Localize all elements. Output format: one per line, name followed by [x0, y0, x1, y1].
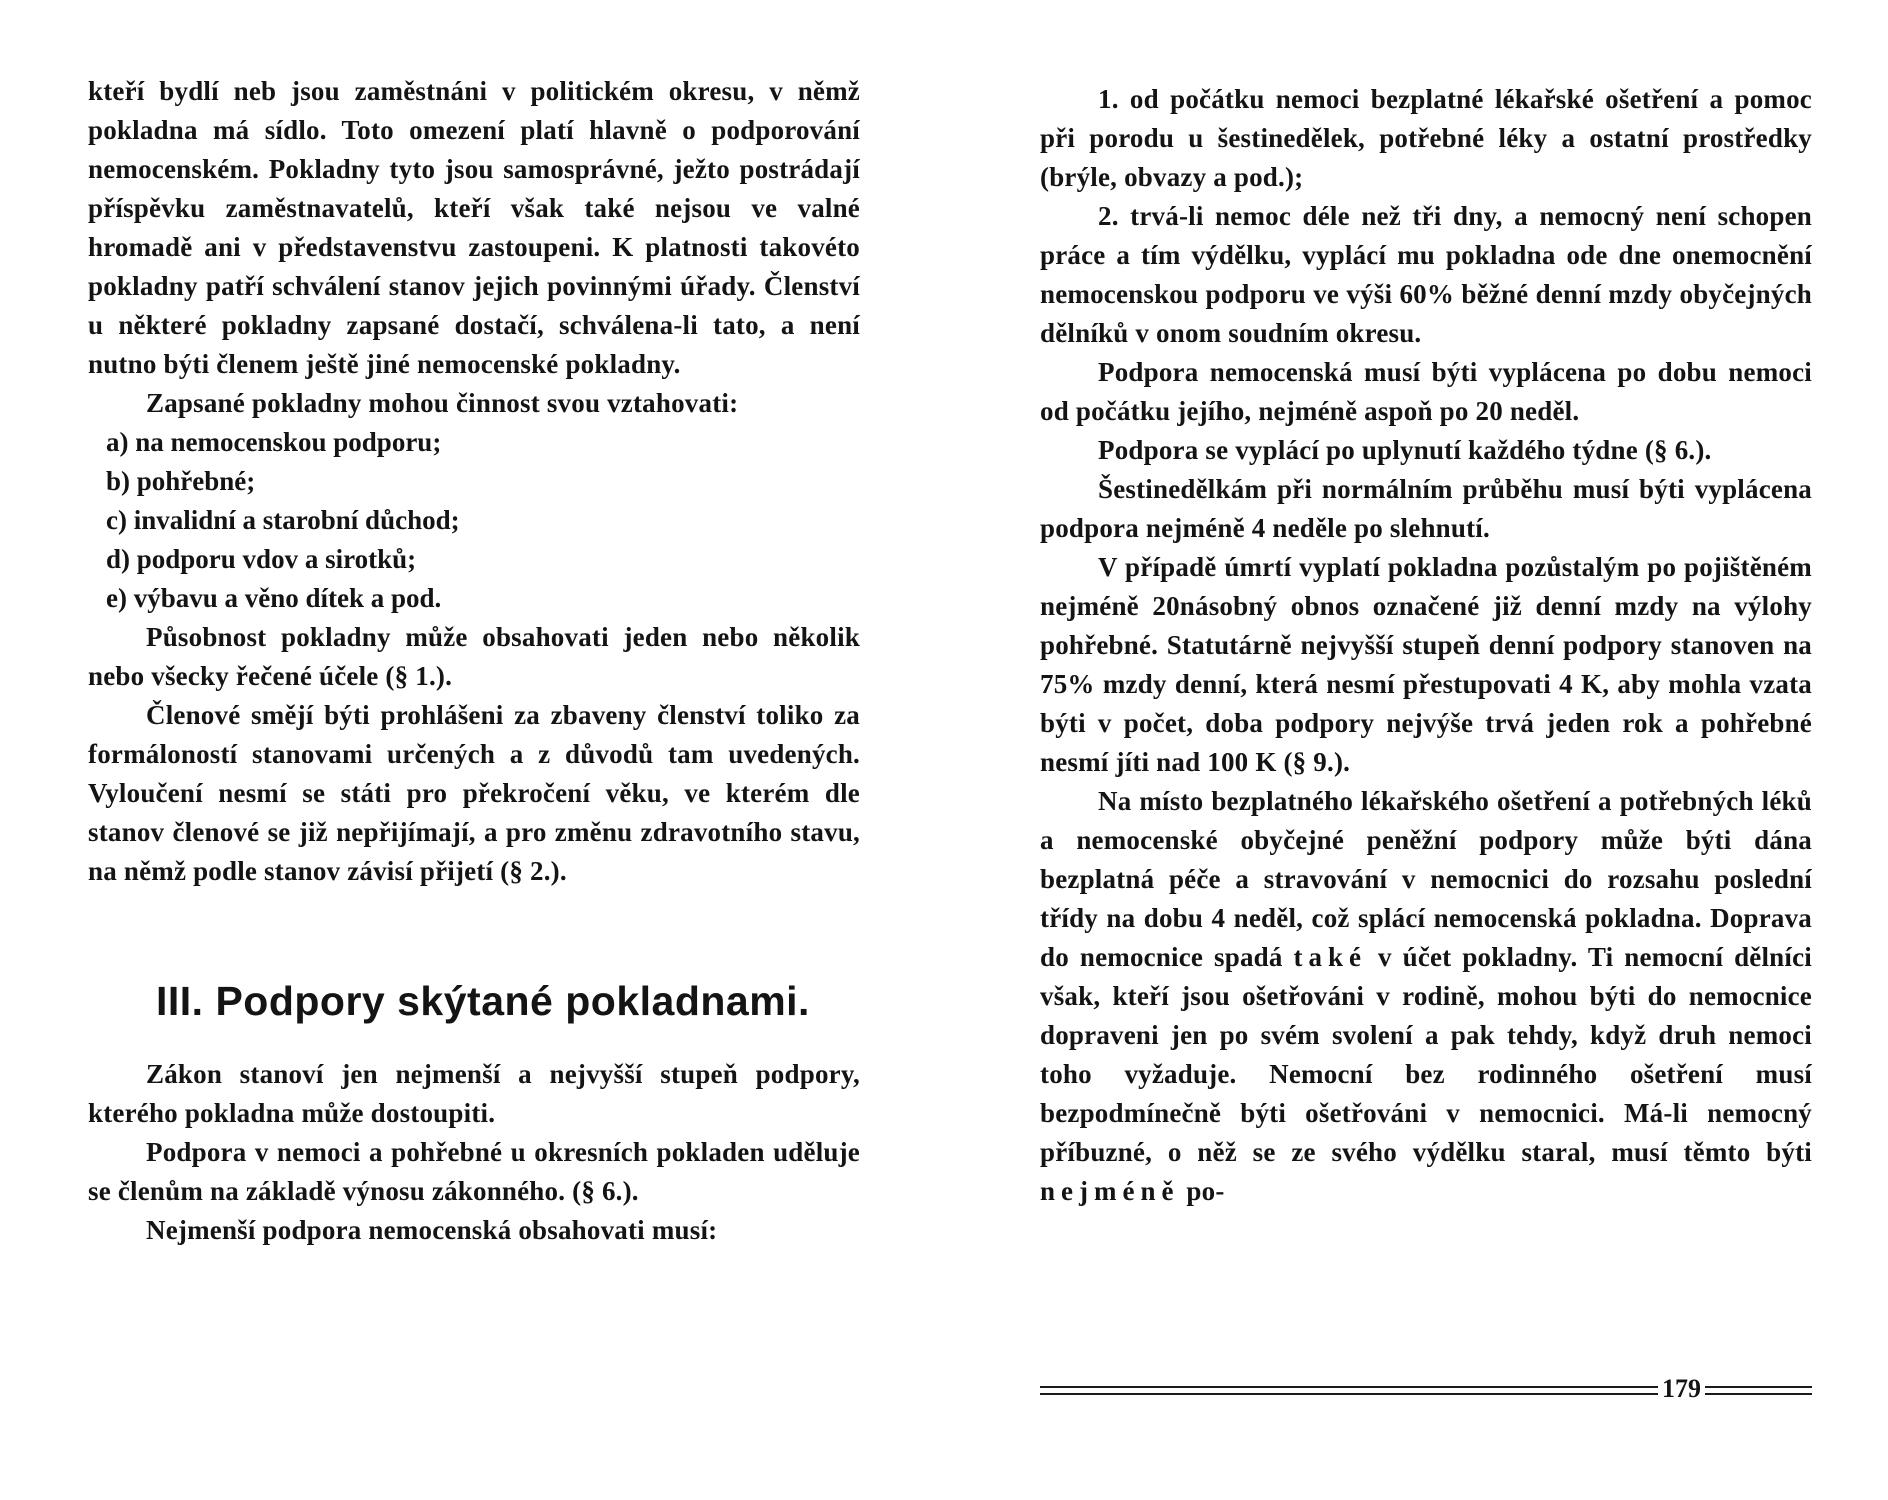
- paragraph-item-2: 2. trvá-li nemoc déle než tři dny, a nemocný není schopen práce a tím výdělku, vyplácí mu pokladna ode dne onemocnění nemocenskou podporu ve výši 60% běžné denní mzdy obyčejných dělníků v onom soudním okresu.: [1040, 201, 1812, 348]
- list-item-b: b) pohřebné;: [106, 466, 256, 496]
- paragraph-scope: Působnost pokladny může obsahovati jeden nebo několik nebo všecky řečené účele (§ 1.).: [88, 622, 860, 691]
- paragraph-item-1: 1. od počátku nemoci bezplatné lékařské ošetření a pomoc při porodu u šestinedělek, potřebné léky a ostatní prostředky (brýle, obvazy a pod.);: [1040, 84, 1812, 192]
- emphasis-take: také: [1293, 942, 1368, 972]
- paragraph-hospital-care: [1040, 782, 1812, 1211]
- page-number: 179: [1658, 1374, 1705, 1404]
- paragraph-death-benefit: V případě úmrtí vyplatí pokladna pozůstalým po pojištěném nejméně 20násobný obnos označené již denní mzdy na výlohy pohřebné. Statutárně nejvyšší stupeň denní podpory stanoven na 75% mzdy denní, která nesmí přestupovati 4 K, aby mohla vzata býti v počet, doba podpory nejvýše trvá jeden rok a pohřebné nesmí jíti nad 100 K (§ 9.).: [1040, 552, 1812, 777]
- paragraph-intro-list: Zapsané pokladny mohou činnost svou vztahovati:: [146, 388, 739, 418]
- hospital-text-part-3: po-: [1179, 1176, 1225, 1206]
- left-text-column: [88, 72, 860, 1250]
- hospital-text-part-2: v účet pokladny. Ti nemocní dělníci však, kteří jsou ošetřováni v rodině, mohou býti do nemocnice dopraveni jen po svém svolení a pak tehdy, když druh nemoci toho vyžaduje. Nemocní bez rodinného ošetření musí bezpodmínečně býti ošetřováni v nemocnici. Má-li nemocný příbuzné, o něž se ze svého výdělku staral, musí těmto býti: [1040, 942, 1812, 1167]
- hospital-text-part-1: Na místo bezplatného lékařského ošetření a potřebných léků a nemocenské obyčejné peněžní podpory může býti dána bezplatná péče a stravování v nemocnici do rozsahu poslední třídy na dobu 4 neděl, což splácí nemocenská pokladna. Doprava do nemocnice spadá: [1040, 786, 1812, 972]
- paragraph-district-support: Podpora v nemoci a pohřebné u okresních pokladen uděluje se členům na základě výnosu zákonného. (§ 6.).: [88, 1137, 860, 1206]
- paragraph-members: Členové smějí býti prohlášeni za zbaveny členství toliko za formáloností stanovami určených a z důvodů tam uvedených. Vyloučení nesmí se státi pro překročení věku, ve kterém dle stanov členové se již nepřijímají, a pro změnu zdravotního stavu, na němž podle stanov závisí přijetí (§ 2.).: [88, 700, 860, 886]
- right-page: [944, 0, 1888, 1500]
- paragraph-weekly-payment: Podpora se vyplácí po uplynutí každého týdne (§ 6.).: [1098, 435, 1712, 465]
- right-text-column: [1040, 80, 1812, 1211]
- paragraph-law: Zákon stanoví jen nejmenší a nejvyšší stupeň podpory, kterého pokladna může dostoupiti.: [88, 1059, 860, 1128]
- paragraph-maternity: Šestinedělkám při normálním průběhu musí býti vyplácena podpora nejméně 4 neděle po slehnutí.: [1040, 474, 1812, 543]
- page-footer: [1040, 1372, 1812, 1412]
- paragraph-duration: Podpora nemocenská musí býti vyplácena po dobu nemoci od počátku jejího, nejméně aspoň po 20 neděl.: [1040, 357, 1812, 426]
- paragraph-continuation: kteří bydlí neb jsou zaměstnáni v politickém okresu, v němž pokladna má sídlo. Toto omezení platí hlavně o podporování nemocenském. Pokladny tyto jsou samosprávné, ježto postrádají příspěvku zaměstnavatelů, kteří však také nejsou ve valné hromadě ani v představenstvu zastoupeni. K platnosti takovéto pokladny patří schválení stanov jejich povinnými úřady. Členství u některé pokladny zapsané dostačí, schválena-li tato, a není nutno býti členem ještě jiné nemocenské pokladny.: [88, 76, 860, 379]
- list-item-c: c) invalidní a starobní důchod;: [106, 505, 460, 535]
- list-item-d: d) podporu vdov a sirotků;: [106, 544, 417, 574]
- list-item-e: e) výbavu a věno dítek a pod.: [106, 583, 442, 613]
- list-item-a: a) na nemocenskou podporu;: [106, 427, 442, 457]
- paragraph-minimum-support: Nejmenší podpora nemocenská obsahovati musí:: [146, 1215, 718, 1245]
- section-heading: III. Podpory skýtané pokladnami.: [156, 978, 810, 1024]
- emphasis-nejmene: nejméně: [1040, 1176, 1180, 1206]
